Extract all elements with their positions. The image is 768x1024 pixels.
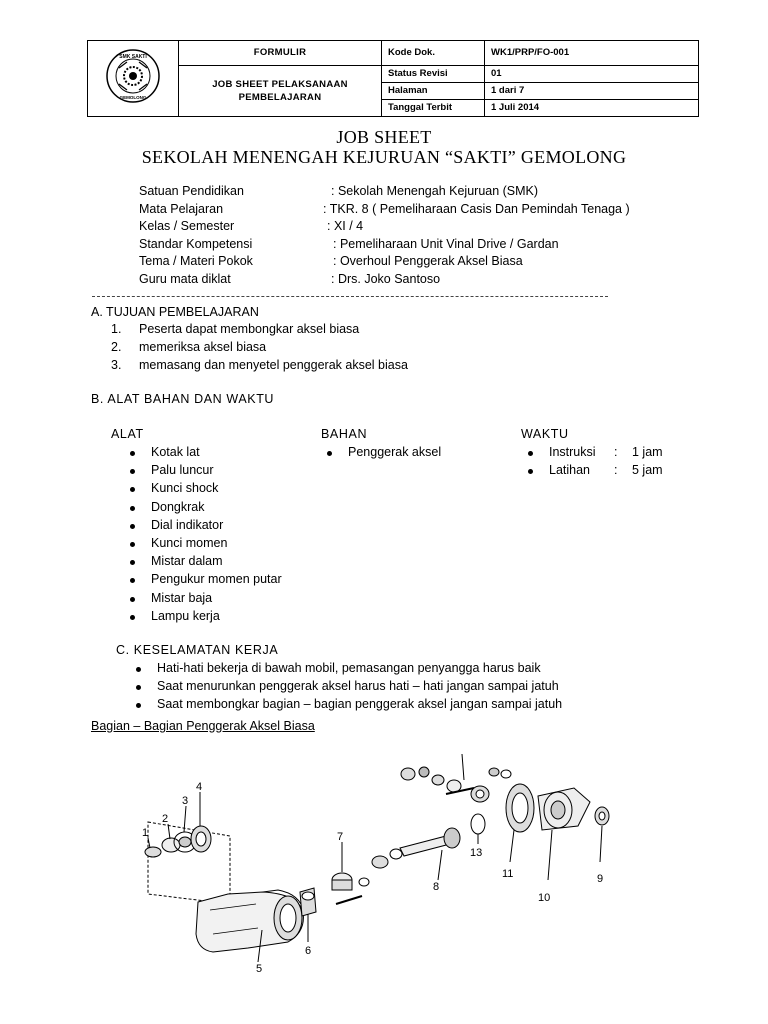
list-item: Dial indikator	[130, 518, 310, 536]
list-item: Saat membongkar bagian – bagian penggerak aksel jangan sampai jatuh	[136, 697, 636, 715]
info-label: Kelas / Semester	[139, 219, 235, 233]
list-item: Mistar dalam	[130, 554, 310, 572]
safety-list	[136, 661, 636, 716]
info-value: : Drs. Joko Santoso	[331, 271, 441, 286]
document-header-table	[87, 40, 699, 117]
list-item: 3. memasang dan menyetel penggerak aksel biasa	[111, 358, 408, 372]
list-item: Dongkrak	[130, 500, 310, 518]
list-item: Palu luncur	[130, 463, 310, 481]
header-key-2: Halaman	[382, 83, 485, 100]
diagram-label-11: 11	[502, 868, 514, 880]
info-label: Satuan Pendidikan	[139, 184, 244, 198]
header-value-3: 1 Juli 2014	[485, 100, 699, 117]
diagram-label-7: 7	[337, 831, 344, 843]
school-logo-cell	[88, 41, 179, 117]
svg-text:SMK SAKTI: SMK SAKTI	[119, 53, 147, 60]
svg-text:GEMOLONG: GEMOLONG	[119, 94, 147, 100]
list-item: Mistar baja	[130, 591, 310, 609]
info-value: : Pemeliharaan Unit Vinal Drive / Gardan	[333, 236, 559, 251]
header-value-2: 1 dari 7	[485, 83, 699, 100]
school-logo	[105, 48, 161, 104]
dashed-divider	[92, 296, 608, 297]
diagram-label-9: 9	[597, 873, 604, 885]
info-label: Standar Kompetensi	[139, 236, 253, 251]
bahan-label: BAHAN	[321, 427, 368, 441]
document-title-cell	[179, 66, 382, 117]
list-item: Latihan : 5 jam	[528, 463, 728, 481]
section-c-heading: C. KESELAMATAN KERJA	[116, 643, 279, 657]
diagram-label-10: 10	[538, 892, 551, 904]
bahan-list	[327, 445, 507, 463]
diagram-label-13: 13	[470, 847, 483, 859]
info-value: : Sekolah Menengah Kejuruan (SMK)	[331, 184, 539, 198]
list-item: Penggerak aksel	[327, 445, 507, 463]
form-label: FORMULIR	[179, 41, 382, 66]
list-item: Saat menurunkan penggerak aksel harus hati – hati jangan sampai jatuh	[136, 679, 636, 697]
waktu-list	[528, 445, 728, 481]
page-subtitle: SEKOLAH MENENGAH KEJURUAN “SAKTI” GEMOLONG	[141, 147, 627, 167]
waktu-label: WAKTU	[521, 427, 569, 441]
section-a-heading: A. TUJUAN PEMBELAJARAN	[91, 305, 259, 319]
document-title-line2: PEMBELAJARAN	[238, 92, 322, 103]
diagram-label-4: 4	[196, 781, 203, 793]
list-item: Instruksi : 1 jam	[528, 445, 728, 463]
diagram-label-3: 3	[182, 795, 189, 807]
diagram-label-2: 2	[162, 813, 169, 825]
list-item: 1. Peserta dapat membongkar aksel biasa	[111, 322, 360, 336]
alat-label: ALAT	[111, 427, 144, 441]
list-item: Lampu kerja	[130, 609, 310, 627]
section-b-heading: B. ALAT BAHAN DAN WAKTU	[91, 392, 275, 406]
list-item: Hati-hati bekerja di bawah mobil, pemasangan penyangga harus baik	[136, 661, 636, 679]
objectives-list	[111, 322, 511, 376]
diagram-label-1: 1	[142, 827, 149, 839]
list-item: Pengukur momen putar	[130, 572, 310, 590]
info-value: : Overhoul Penggerak Aksel Biasa	[333, 254, 523, 268]
diagram-label-6: 6	[305, 945, 312, 957]
document-title-line1: JOB SHEET PELAKSANAAN	[212, 79, 348, 90]
header-key-0: Kode Dok.	[382, 41, 485, 66]
header-key-3: Tanggal Terbit	[382, 100, 485, 117]
list-item: Kotak lat	[130, 445, 310, 463]
info-label: Guru mata diklat	[139, 271, 231, 286]
page-title: JOB SHEET	[336, 127, 432, 147]
info-value: : XI / 4	[327, 219, 364, 233]
list-item: Kunci shock	[130, 481, 310, 499]
list-item: Kunci momen	[130, 536, 310, 554]
header-value-1: 01	[485, 66, 699, 83]
diagram-label-8: 8	[433, 881, 440, 893]
list-item: 2. memeriksa aksel biasa	[111, 340, 267, 354]
axle-exploded-diagram	[128, 744, 628, 976]
header-value-0: WK1/PRP/FO-001	[485, 41, 699, 66]
parts-heading: Bagian – Bagian Penggerak Aksel Biasa	[91, 719, 315, 733]
diagram-label-5: 5	[256, 963, 263, 975]
info-label: Tema / Materi Pokok	[139, 254, 253, 268]
header-key-1: Status Revisi	[382, 66, 485, 83]
alat-list	[130, 445, 310, 627]
info-label: Mata Pelajaran	[139, 201, 224, 216]
info-value: : TKR. 8 ( Pemeliharaan Casis Dan Pemindah Tenaga )	[323, 201, 630, 216]
